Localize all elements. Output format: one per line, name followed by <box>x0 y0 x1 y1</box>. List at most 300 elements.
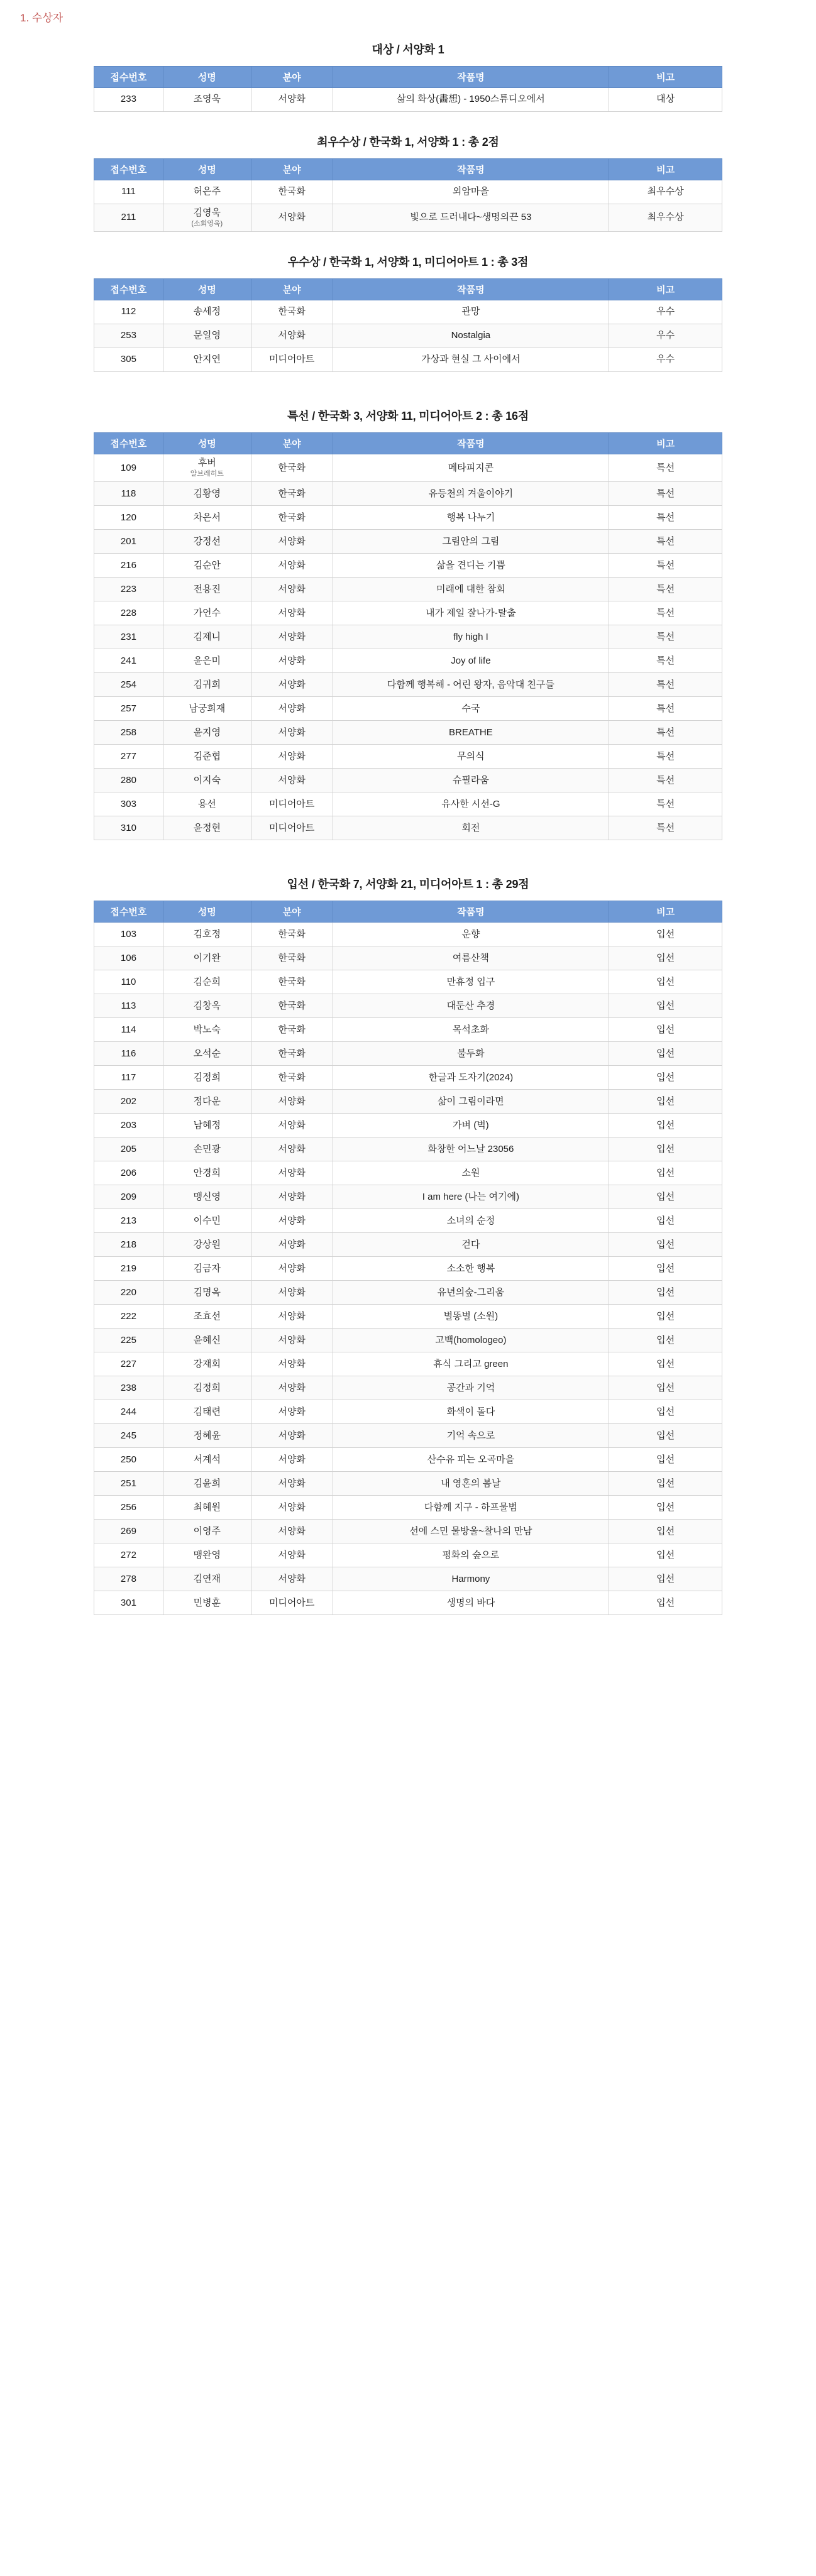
cell-name: 남궁희재 <box>163 697 251 721</box>
table-row <box>94 506 722 530</box>
cell-name-main: 김영욱 <box>193 207 221 218</box>
cell-no: 238 <box>94 1376 163 1400</box>
column-header: 비고 <box>609 67 722 88</box>
cell-field: 서양화 <box>251 1376 333 1400</box>
cell-field: 서양화 <box>251 721 333 745</box>
cell-no: 228 <box>94 601 163 625</box>
cell-note: 입선 <box>609 1066 722 1090</box>
cell-field: 한국화 <box>251 180 333 204</box>
cell-note: 입선 <box>609 1448 722 1472</box>
cell-work: 별똥별 (소원) <box>333 1305 609 1329</box>
column-header: 작품명 <box>333 159 609 180</box>
cell-no: 223 <box>94 578 163 601</box>
cell-field: 한국화 <box>251 1066 333 1090</box>
cell-field: 한국화 <box>251 946 333 970</box>
cell-work: 삶이 그림이라면 <box>333 1090 609 1114</box>
cell-work: 메타피지콘 <box>333 454 609 482</box>
table-row <box>94 88 722 112</box>
table-header-row <box>94 279 722 300</box>
cell-name <box>163 204 251 232</box>
table-row <box>94 1042 722 1066</box>
cell-name-main: 후버 <box>197 458 216 469</box>
award-sections <box>0 41 816 1615</box>
cell-no: 110 <box>94 970 163 994</box>
cell-note: 입선 <box>609 1567 722 1591</box>
cell-no: 272 <box>94 1543 163 1567</box>
cell-work: 기억 속으로 <box>333 1424 609 1448</box>
cell-work: 생명의 바다 <box>333 1591 609 1615</box>
cell-name: 김황영 <box>163 482 251 506</box>
cell-field: 서양화 <box>251 1281 333 1305</box>
cell-note: 입선 <box>609 1472 722 1496</box>
cell-note: 입선 <box>609 1520 722 1543</box>
cell-name: 윤지영 <box>163 721 251 745</box>
cell-name: 민병훈 <box>163 1591 251 1615</box>
table-row <box>94 970 722 994</box>
table-row <box>94 530 722 554</box>
column-header: 비고 <box>609 159 722 180</box>
cell-no: 258 <box>94 721 163 745</box>
section-title: 최우수상 / 한국화 1, 서양화 1 : 총 2점 <box>317 136 499 148</box>
table-wrapper <box>94 158 722 232</box>
table-row <box>94 1329 722 1352</box>
cell-name: 가언수 <box>163 601 251 625</box>
column-header: 작품명 <box>333 279 609 300</box>
cell-field: 서양화 <box>251 769 333 792</box>
cell-note: 입선 <box>609 994 722 1018</box>
cell-work: 화창한 어느날 23056 <box>333 1137 609 1161</box>
cell-note: 입선 <box>609 1376 722 1400</box>
cell-note: 우수 <box>609 348 722 372</box>
cell-field: 서양화 <box>251 673 333 697</box>
column-header: 분야 <box>251 67 333 88</box>
cell-name: 안경희 <box>163 1161 251 1185</box>
table-row <box>94 816 722 840</box>
cell-field: 서양화 <box>251 1520 333 1543</box>
cell-field: 서양화 <box>251 1090 333 1114</box>
cell-note: 특선 <box>609 554 722 578</box>
table-row <box>94 1090 722 1114</box>
cell-name: 김윤희 <box>163 1472 251 1496</box>
section-title: 대상 / 서양화 1 <box>372 43 444 56</box>
cell-work: 빛으로 드러내다~생명의끈 53 <box>333 204 609 232</box>
cell-work: 내 영혼의 봄날 <box>333 1472 609 1496</box>
cell-field: 서양화 <box>251 1567 333 1591</box>
table-row <box>94 601 722 625</box>
cell-field: 서양화 <box>251 578 333 601</box>
cell-note: 특선 <box>609 454 722 482</box>
table-row <box>94 923 722 946</box>
cell-note: 특선 <box>609 769 722 792</box>
cell-name: 강상원 <box>163 1233 251 1257</box>
cell-name: 김순안 <box>163 554 251 578</box>
table-row <box>94 1137 722 1161</box>
cell-field: 서양화 <box>251 1400 333 1424</box>
cell-note: 입선 <box>609 1042 722 1066</box>
cell-work: 산수유 피는 오곡마을 <box>333 1448 609 1472</box>
cell-work: 가상과 현실 그 사이에서 <box>333 348 609 372</box>
table-row <box>94 204 722 232</box>
cell-name: 김태련 <box>163 1400 251 1424</box>
cell-no: 211 <box>94 204 163 232</box>
cell-work: 슈필라움 <box>333 769 609 792</box>
cell-field: 한국화 <box>251 300 333 324</box>
cell-no: 310 <box>94 816 163 840</box>
cell-no: 245 <box>94 1424 163 1448</box>
cell-work: 휴식 그리고 green <box>333 1352 609 1376</box>
cell-work: 삶을 견디는 기쁨 <box>333 554 609 578</box>
cell-no: 218 <box>94 1233 163 1257</box>
column-header: 비고 <box>609 901 722 923</box>
cell-no: 117 <box>94 1066 163 1090</box>
table-row <box>94 1496 722 1520</box>
cell-no: 203 <box>94 1114 163 1137</box>
cell-note: 특선 <box>609 697 722 721</box>
cell-work: 유사한 시선-G <box>333 792 609 816</box>
cell-no: 112 <box>94 300 163 324</box>
table-row <box>94 649 722 673</box>
column-header: 접수번호 <box>94 433 163 454</box>
cell-work: 유등천의 겨울이야기 <box>333 482 609 506</box>
column-header: 접수번호 <box>94 901 163 923</box>
cell-no: 209 <box>94 1185 163 1209</box>
cell-work: Nostalgia <box>333 324 609 348</box>
column-header: 분야 <box>251 433 333 454</box>
cell-name: 윤은미 <box>163 649 251 673</box>
cell-note: 특선 <box>609 530 722 554</box>
cell-field: 한국화 <box>251 1018 333 1042</box>
column-header: 비고 <box>609 433 722 454</box>
cell-note: 입선 <box>609 1185 722 1209</box>
cell-field: 서양화 <box>251 1352 333 1376</box>
cell-note: 특선 <box>609 721 722 745</box>
cell-name: 윤혜신 <box>163 1329 251 1352</box>
cell-note: 특선 <box>609 816 722 840</box>
cell-no: 301 <box>94 1591 163 1615</box>
cell-note: 입선 <box>609 1543 722 1567</box>
cell-field: 미디어아트 <box>251 816 333 840</box>
cell-field: 한국화 <box>251 482 333 506</box>
column-header: 접수번호 <box>94 67 163 88</box>
award-section <box>0 875 816 1615</box>
cell-note: 최우수상 <box>609 180 722 204</box>
cell-name: 김귀희 <box>163 673 251 697</box>
column-header: 분야 <box>251 901 333 923</box>
cell-field: 서양화 <box>251 324 333 348</box>
cell-name: 정혜윤 <box>163 1424 251 1448</box>
cell-field: 한국화 <box>251 1042 333 1066</box>
cell-work: 소원 <box>333 1161 609 1185</box>
cell-note: 입선 <box>609 946 722 970</box>
cell-field: 서양화 <box>251 1137 333 1161</box>
cell-no: 241 <box>94 649 163 673</box>
cell-no: 278 <box>94 1567 163 1591</box>
table-row <box>94 578 722 601</box>
cell-field: 서양화 <box>251 1448 333 1472</box>
table-row <box>94 1472 722 1496</box>
cell-work: Joy of life <box>333 649 609 673</box>
cell-no: 202 <box>94 1090 163 1114</box>
cell-no: 113 <box>94 994 163 1018</box>
cell-name: 조효선 <box>163 1305 251 1329</box>
cell-name: 박노숙 <box>163 1018 251 1042</box>
cell-name: 맹신영 <box>163 1185 251 1209</box>
cell-name: 윤정현 <box>163 816 251 840</box>
table-row <box>94 482 722 506</box>
section-spacer <box>0 862 816 875</box>
column-header: 분야 <box>251 159 333 180</box>
cell-field: 서양화 <box>251 1233 333 1257</box>
cell-work: 그림안의 그림 <box>333 530 609 554</box>
cell-note: 입선 <box>609 1018 722 1042</box>
cell-name: 김창옥 <box>163 994 251 1018</box>
cell-field: 서양화 <box>251 1257 333 1281</box>
cell-note: 특선 <box>609 625 722 649</box>
table-row <box>94 554 722 578</box>
cell-note: 특선 <box>609 506 722 530</box>
table-row <box>94 1209 722 1233</box>
cell-note: 입선 <box>609 1209 722 1233</box>
cell-field: 서양화 <box>251 1424 333 1448</box>
cell-field: 미디어아트 <box>251 348 333 372</box>
column-header: 접수번호 <box>94 159 163 180</box>
cell-name: 서계석 <box>163 1448 251 1472</box>
cell-name: 정다운 <box>163 1090 251 1114</box>
cell-no: 216 <box>94 554 163 578</box>
section-title: 입선 / 한국화 7, 서양화 21, 미디어아트 1 : 총 29점 <box>287 878 529 891</box>
cell-work: 외암마을 <box>333 180 609 204</box>
cell-field: 서양화 <box>251 601 333 625</box>
cell-no: 233 <box>94 88 163 112</box>
cell-note: 입선 <box>609 1424 722 1448</box>
cell-no: 222 <box>94 1305 163 1329</box>
cell-name <box>163 454 251 482</box>
table-row <box>94 1400 722 1424</box>
table-row <box>94 348 722 372</box>
cell-name-sub: (소회영욱) <box>191 220 223 228</box>
cell-no: 118 <box>94 482 163 506</box>
cell-field: 서양화 <box>251 554 333 578</box>
cell-field: 한국화 <box>251 970 333 994</box>
cell-no: 231 <box>94 625 163 649</box>
cell-work: 만휴정 입구 <box>333 970 609 994</box>
table-row <box>94 1567 722 1591</box>
cell-no: 213 <box>94 1209 163 1233</box>
cell-name: 허은주 <box>163 180 251 204</box>
cell-note: 입선 <box>609 1496 722 1520</box>
table-row <box>94 721 722 745</box>
table-row <box>94 1161 722 1185</box>
cell-work: 행복 나누기 <box>333 506 609 530</box>
table-row <box>94 697 722 721</box>
cell-work: 운향 <box>333 923 609 946</box>
table-row <box>94 1448 722 1472</box>
cell-field: 서양화 <box>251 1472 333 1496</box>
page-title: 1. 수상자 <box>20 12 63 24</box>
cell-name: 김연재 <box>163 1567 251 1591</box>
table-row <box>94 1114 722 1137</box>
cell-work: 선에 스민 물방울~찰나의 만남 <box>333 1520 609 1543</box>
cell-field: 한국화 <box>251 454 333 482</box>
cell-work: 삶의 화상(畵想) - 1950스튜디오에서 <box>333 88 609 112</box>
cell-field: 서양화 <box>251 1305 333 1329</box>
cell-note: 특선 <box>609 745 722 769</box>
cell-field: 미디어아트 <box>251 1591 333 1615</box>
cell-field: 서양화 <box>251 697 333 721</box>
award-section <box>0 253 816 372</box>
column-header: 접수번호 <box>94 279 163 300</box>
cell-work: 소녀의 순정 <box>333 1209 609 1233</box>
table-wrapper <box>94 278 722 372</box>
cell-no: 206 <box>94 1161 163 1185</box>
table-row <box>94 180 722 204</box>
table-row <box>94 1066 722 1090</box>
cell-name: 김호정 <box>163 923 251 946</box>
cell-name: 맹완영 <box>163 1543 251 1567</box>
cell-note: 입선 <box>609 1161 722 1185</box>
cell-note: 입선 <box>609 970 722 994</box>
table-wrapper <box>94 901 722 1615</box>
table-row <box>94 1305 722 1329</box>
cell-field: 서양화 <box>251 1185 333 1209</box>
cell-no: 220 <box>94 1281 163 1305</box>
cell-field: 서양화 <box>251 88 333 112</box>
cell-work: 대둔산 추경 <box>333 994 609 1018</box>
cell-field: 서양화 <box>251 1209 333 1233</box>
cell-note: 입선 <box>609 1400 722 1424</box>
cell-work: 다함께 행복해 - 어린 왕자, 음악대 친구들 <box>333 673 609 697</box>
cell-name: 최혜원 <box>163 1496 251 1520</box>
section-title: 특선 / 한국화 3, 서양화 11, 미디어아트 2 : 총 16점 <box>287 410 529 423</box>
cell-field: 미디어아트 <box>251 792 333 816</box>
cell-work: fly high I <box>333 625 609 649</box>
table-row <box>94 1352 722 1376</box>
cell-field: 서양화 <box>251 1329 333 1352</box>
cell-note: 입선 <box>609 1305 722 1329</box>
table-row <box>94 1233 722 1257</box>
cell-name: 송세정 <box>163 300 251 324</box>
table-row <box>94 1520 722 1543</box>
cell-note: 입선 <box>609 1281 722 1305</box>
cell-work: 회전 <box>333 816 609 840</box>
winners-table <box>94 432 722 840</box>
cell-work: 관망 <box>333 300 609 324</box>
cell-note: 특선 <box>609 601 722 625</box>
cell-name: 오석순 <box>163 1042 251 1066</box>
cell-note: 우수 <box>609 300 722 324</box>
cell-no: 303 <box>94 792 163 816</box>
cell-note: 입선 <box>609 1329 722 1352</box>
cell-work: 내가 제일 잘나가-탈출 <box>333 601 609 625</box>
cell-name: 용선 <box>163 792 251 816</box>
cell-note: 입선 <box>609 1114 722 1137</box>
cell-name: 김명옥 <box>163 1281 251 1305</box>
cell-name: 강재회 <box>163 1352 251 1376</box>
column-header: 성명 <box>163 901 251 923</box>
column-header: 성명 <box>163 279 251 300</box>
cell-name: 안지연 <box>163 348 251 372</box>
cell-work: 여름산책 <box>333 946 609 970</box>
table-row <box>94 1281 722 1305</box>
cell-no: 114 <box>94 1018 163 1042</box>
cell-note: 입선 <box>609 1257 722 1281</box>
cell-work: 불두화 <box>333 1042 609 1066</box>
table-header-row <box>94 159 722 180</box>
cell-no: 225 <box>94 1329 163 1352</box>
cell-work: BREATHE <box>333 721 609 745</box>
cell-no: 201 <box>94 530 163 554</box>
cell-work: 걷다 <box>333 1233 609 1257</box>
cell-note: 특선 <box>609 649 722 673</box>
cell-note: 최우수상 <box>609 204 722 232</box>
table-row <box>94 745 722 769</box>
cell-no: 120 <box>94 506 163 530</box>
table-wrapper <box>94 66 722 112</box>
cell-field: 서양화 <box>251 745 333 769</box>
cell-no: 111 <box>94 180 163 204</box>
table-header-row <box>94 433 722 454</box>
table-row <box>94 994 722 1018</box>
cell-work: 가벼 (벽) <box>333 1114 609 1137</box>
winners-table <box>94 66 722 112</box>
cell-note: 입선 <box>609 1137 722 1161</box>
cell-name: 김정희 <box>163 1376 251 1400</box>
cell-work: 수국 <box>333 697 609 721</box>
column-header: 작품명 <box>333 901 609 923</box>
table-row <box>94 625 722 649</box>
cell-name: 김준협 <box>163 745 251 769</box>
section-spacer <box>0 393 816 407</box>
cell-work: 유년의숲-그리움 <box>333 1281 609 1305</box>
table-row <box>94 1185 722 1209</box>
cell-name: 김금자 <box>163 1257 251 1281</box>
cell-no: 103 <box>94 923 163 946</box>
column-header: 작품명 <box>333 433 609 454</box>
cell-field: 서양화 <box>251 204 333 232</box>
cell-name: 김순희 <box>163 970 251 994</box>
cell-name: 이영주 <box>163 1520 251 1543</box>
cell-field: 서양화 <box>251 649 333 673</box>
table-row <box>94 324 722 348</box>
table-row <box>94 1376 722 1400</box>
cell-field: 서양화 <box>251 530 333 554</box>
cell-name: 김정희 <box>163 1066 251 1090</box>
award-section <box>0 407 816 840</box>
cell-field: 한국화 <box>251 923 333 946</box>
cell-note: 입선 <box>609 923 722 946</box>
column-header: 비고 <box>609 279 722 300</box>
table-row <box>94 769 722 792</box>
table-header-row <box>94 901 722 923</box>
cell-no: 219 <box>94 1257 163 1281</box>
cell-work: 고백(homologeo) <box>333 1329 609 1352</box>
cell-work: 평화의 숲으로 <box>333 1543 609 1567</box>
cell-name: 손민광 <box>163 1137 251 1161</box>
cell-field: 서양화 <box>251 625 333 649</box>
cell-no: 116 <box>94 1042 163 1066</box>
cell-no: 251 <box>94 1472 163 1496</box>
cell-work: 목석초화 <box>333 1018 609 1042</box>
cell-note: 특선 <box>609 578 722 601</box>
table-wrapper <box>94 432 722 840</box>
cell-name: 조영욱 <box>163 88 251 112</box>
cell-work: 다함께 지구 - 하프물범 <box>333 1496 609 1520</box>
cell-no: 109 <box>94 454 163 482</box>
cell-no: 277 <box>94 745 163 769</box>
table-row <box>94 1018 722 1042</box>
table-row <box>94 792 722 816</box>
award-section <box>0 41 816 112</box>
